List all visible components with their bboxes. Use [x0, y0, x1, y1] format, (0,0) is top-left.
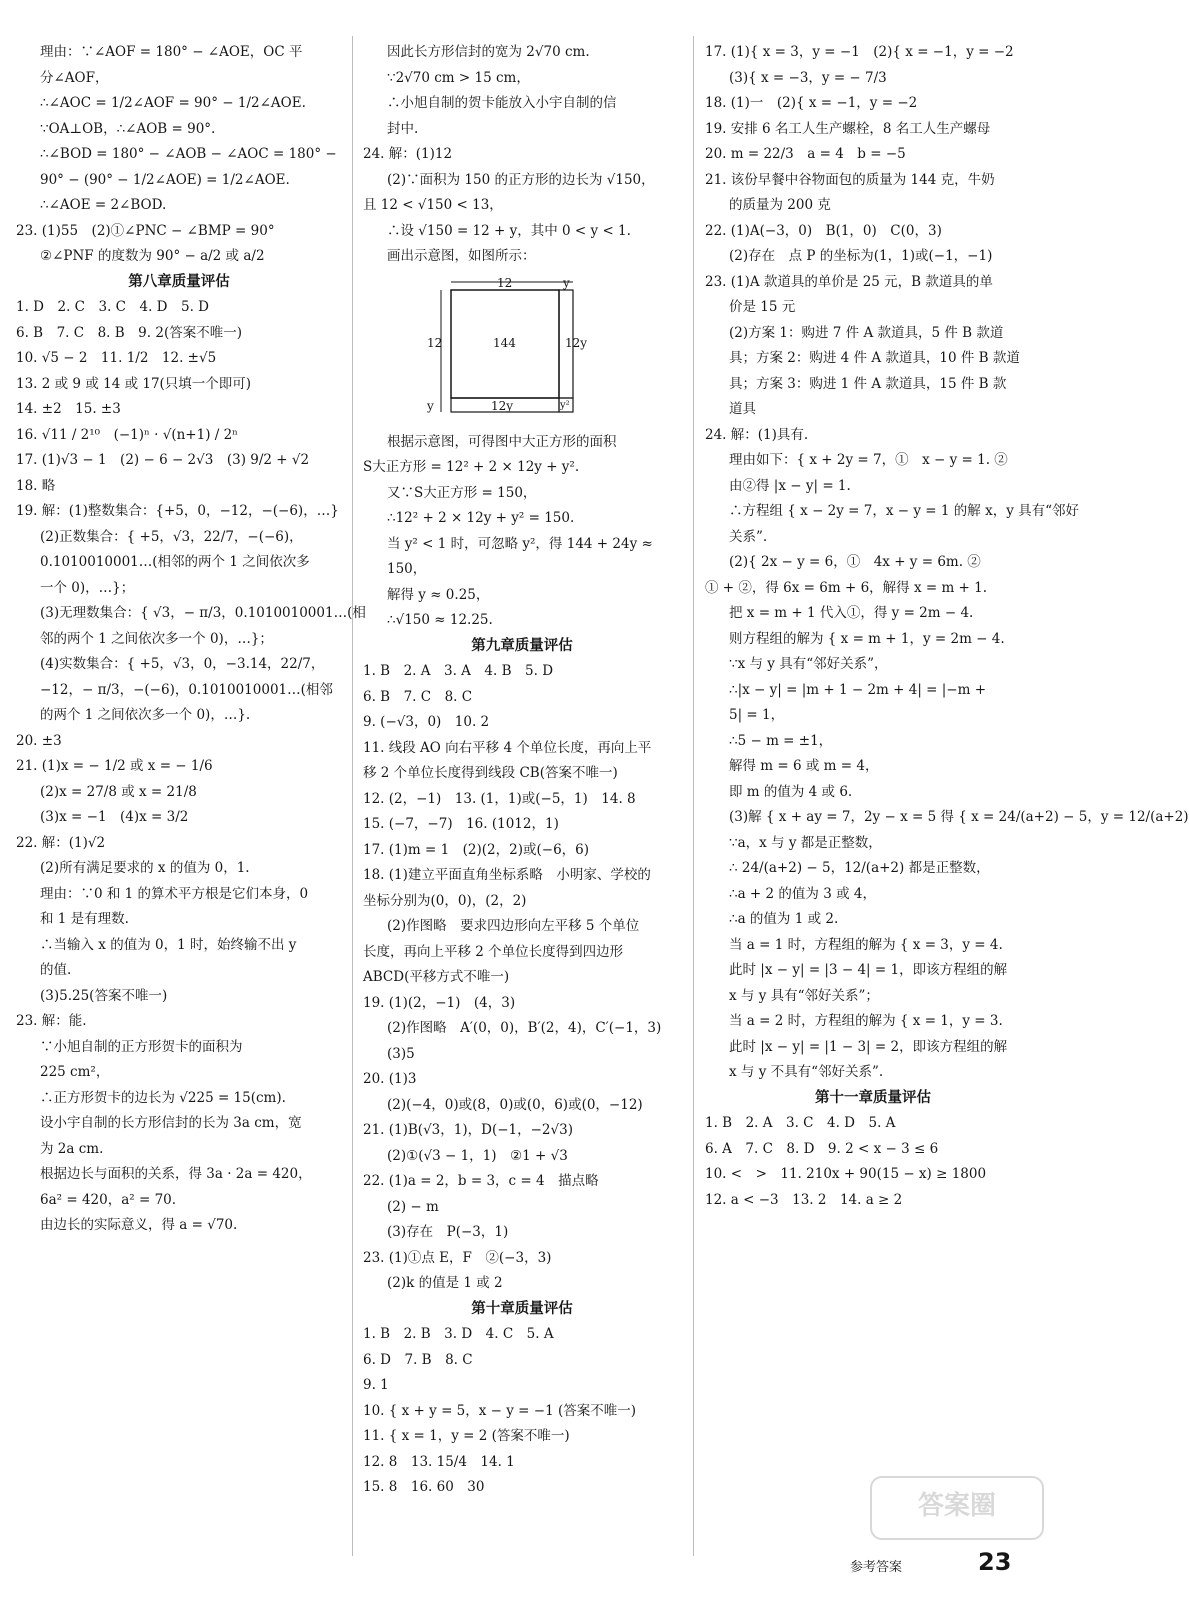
answer-line: 17. (1)m = 1 (2)(2，2)或(−6，6): [363, 841, 590, 858]
answer-line: 1. D 2. C 3. C 4. D 5. D: [16, 299, 209, 315]
page-number: 23: [978, 1548, 1012, 1576]
answer-line: ∵OA⊥OB，∴∠AOB = 90°.: [40, 120, 216, 137]
answer-line: 17. (1)√3 − 1 (2) − 6 − 2√3 (3) 9/2 + √2: [16, 452, 310, 468]
figure-bottom-label: 12y: [491, 398, 514, 413]
answer-line: 12. a < −3 13. 2 14. a ≥ 2: [705, 1191, 903, 1208]
answer-line: 具；方案 2：购进 4 件 A 款道具，10 件 B 款道: [729, 350, 1020, 366]
figure-left-label: 12: [427, 335, 443, 350]
answer-line: (3){ x = −3，y = − 7/3: [729, 69, 887, 86]
watermark-logo: 答案圈: [870, 1476, 1044, 1540]
figure-top-label: 12: [497, 275, 513, 290]
answer-line: −12，− π/3，−(−6)，0.1010010001…(相邻: [40, 681, 333, 698]
answer-line: 14. ±2 15. ±3: [16, 401, 121, 417]
answer-line: (2)x = 27/8 或 x = 21/8: [40, 783, 197, 800]
answer-line: 且 12 < √150 < 13，: [363, 197, 503, 213]
answer-line: ∴|x − y| = |m + 1 − 2m + 4| = |−m +: [729, 681, 987, 698]
answer-line: 理由：∵0 和 1 的算术平方根是它们本身，0: [40, 885, 309, 902]
footer-label: 参考答案: [850, 1560, 903, 1575]
answer-line: 90° − (90° − 1/2∠AOE) = 1/2∠AOE.: [40, 171, 290, 188]
answer-line: 根据示意图，可得图中大正方形的面积: [387, 433, 617, 450]
answer-line: (2) − m: [387, 1198, 439, 1215]
answer-line: 20. m = 22/3 a = 4 b = −5: [705, 146, 906, 162]
answer-line: ∵x 与 y 具有“邻好关系”，: [729, 656, 888, 672]
answer-line: (2)①(√3 − 1，1) ②1 + √3: [387, 1147, 568, 1164]
answer-line: (3)存在 P(−3，1): [387, 1224, 509, 1240]
square-diagram: [423, 276, 603, 426]
answer-line: 23. (1)①点 E，F ②(−3，3): [363, 1249, 552, 1266]
column-divider: [352, 36, 353, 1556]
answer-line: 此时 |x − y| = |1 − 3| = 2，即该方程组的解: [729, 1038, 1008, 1055]
answer-line: ∵a，x 与 y 都是正整数，: [729, 834, 882, 851]
answer-line: 19. 解：(1)整数集合：{+5，0，−12，−(−6)，…}: [16, 503, 339, 519]
answer-line: (3)5.25(答案不唯一): [40, 987, 168, 1004]
figure-corner-right-label: y²: [560, 399, 570, 411]
answer-column-3: [705, 40, 1189, 1213]
answer-line: 17. (1){ x = 3，y = −1 (2){ x = −1，y = −2: [705, 44, 1014, 60]
answer-line: 11. { x = 1，y = 2 (答案不唯一): [363, 1428, 570, 1444]
answer-line: ∴设 √150 = 12 + y，其中 0 < y < 1.: [387, 222, 631, 239]
answer-line: 此时 |x − y| = |3 − 4| = 1，即该方程组的解: [729, 962, 1008, 978]
answer-line: ∴当输入 x 的值为 0，1 时，始终输不出 y: [40, 936, 297, 953]
answer-line: 10. √5 − 2 11. 1/2 12. ±√5: [16, 350, 217, 366]
figure-right-label: 12y: [565, 335, 588, 350]
answer-line: 23. 解：能.: [16, 1013, 87, 1029]
answer-line: S大正方形 = 12² + 2 × 12y + y².: [363, 459, 580, 475]
figure-top-right-label: y: [563, 275, 570, 290]
answer-line: 12. (2，−1) 13. (1，1)或(−5，1) 14. 8: [363, 790, 636, 807]
answer-line: (3)解 { x + ay = 7，2y − x = 5 得 { x = 24/(a+2) − 5，y = 12/(a+2): [729, 809, 1189, 825]
answer-line: ∴小旭自制的贺卡能放入小宇自制的信: [387, 95, 617, 111]
answer-line: ∵2√70 cm > 15 cm，: [387, 69, 530, 86]
answer-line: 15. (−7，−7) 16. (1012，1): [363, 816, 559, 832]
answer-line: 22. 解：(1)√2: [16, 834, 106, 851]
answer-line: ∴12² + 2 × 12y + y² = 150.: [387, 510, 575, 526]
answer-line: ABCD(平移方式不唯一): [363, 969, 510, 985]
answer-line: ∴ 24/(a+2) − 5，12/(a+2) 都是正整数，: [729, 860, 990, 876]
answer-line: ∴√150 ≈ 12.25.: [387, 612, 493, 628]
answer-line: (2)k 的值是 1 或 2: [387, 1275, 503, 1291]
answer-line: x 与 y 不具有“邻好关系”.: [729, 1064, 884, 1080]
answer-line: ∵小旭自制的正方形贺卡的面积为: [40, 1038, 243, 1055]
answer-line: 6. D 7. B 8. C: [363, 1351, 473, 1368]
answer-line: 当 a = 2 时，方程组的解为 { x = 1，y = 3.: [729, 1013, 1003, 1029]
answer-line: 18. (1)一 (2){ x = −1，y = −2: [705, 95, 918, 111]
answer-line: x 与 y 具有“邻好关系”；: [729, 987, 879, 1004]
answer-line: 理由如下：{ x + 2y = 7，① x − y = 1. ②: [729, 452, 1008, 468]
answer-line: 一个 0)，…}；: [40, 579, 135, 596]
answer-line: 当 y² < 1 时，可忽略 y²，得 144 + 24y ≈ 150，: [387, 535, 653, 577]
answer-line: 10. { x + y = 5，x − y = −1 (答案不唯一): [363, 1402, 637, 1419]
answer-line: 即 m 的值为 4 或 6.: [729, 783, 853, 800]
answer-line: (2)作图略 A′(0，0)，B′(2，4)，C′(−1，3): [387, 1020, 662, 1036]
answer-line: 6. B 7. C 8. B 9. 2(答案不唯一): [16, 324, 242, 341]
answer-line: ∴∠AOC = 1/2∠AOF = 90° − 1/2∠AOE.: [40, 95, 306, 111]
answer-line: 225 cm²，: [40, 1064, 110, 1080]
answer-line: 10. < > 11. 210x + 90(15 − x) ≥ 1800: [705, 1166, 987, 1182]
answer-line: 21. 该份早餐中谷物面包的质量为 144 克，牛奶: [705, 171, 995, 188]
answer-line: 6. A 7. C 8. D 9. 2 < x − 3 ≤ 6: [705, 1140, 939, 1157]
answer-line: (2)∵面积为 150 的正方形的边长为 √150，: [387, 171, 655, 188]
answer-line: 1. B 2. A 3. C 4. D 5. A: [705, 1115, 896, 1131]
answer-line: ∴∠AOE = 2∠BOD.: [40, 197, 167, 213]
answer-line: 为 2a cm.: [40, 1140, 104, 1157]
answer-line: 13. 2 或 9 或 14 或 17(只填一个即可): [16, 375, 252, 392]
answer-line: 5| = 1，: [729, 707, 785, 723]
answer-line: 18. 略: [16, 477, 56, 494]
answer-line: 和 1 是有理数.: [40, 911, 129, 927]
figure-corner-left-label: y: [427, 398, 434, 413]
answer-line: ∴a 的值为 1 或 2.: [729, 911, 839, 927]
answer-line: 9. (−√3，0) 10. 2: [363, 714, 490, 730]
answer-line: 1. B 2. A 3. A 4. B 5. D: [363, 663, 554, 679]
answer-line: 11. 线段 AO 向右平移 4 个单位长度，再向上平: [363, 739, 652, 756]
answer-line: 1. B 2. B 3. D 4. C 5. A: [363, 1326, 554, 1342]
answer-line: 设小宇自制的长方形信封的长为 3a cm，宽: [40, 1115, 302, 1131]
section-title: 第十章质量评估: [471, 1300, 573, 1317]
section-title: 第九章质量评估: [471, 637, 573, 654]
answer-line: 因此长方形信封的宽为 2√70 cm.: [387, 44, 590, 60]
answer-line: 的值.: [40, 962, 72, 978]
answer-column-2: [363, 40, 681, 1501]
answer-column-1: [16, 40, 366, 1239]
answer-line: 19. 安排 6 名工人生产螺栓，8 名工人生产螺母: [705, 120, 991, 137]
answer-line: 具；方案 3：购进 1 件 A 款道具，15 件 B 款: [729, 375, 1007, 392]
answer-line: 由②得 |x − y| = 1.: [729, 477, 851, 494]
answer-line: 解得 m = 6 或 m = 4，: [729, 758, 879, 774]
answer-line: 画出示意图，如图所示：: [387, 248, 536, 264]
answer-line: 价是 15 元: [729, 299, 796, 315]
answer-line: 封中.: [387, 120, 419, 137]
answer-line: 23. (1)55 (2)①∠PNC − ∠BMP = 90°: [16, 222, 275, 239]
answer-line: 邻的两个 1 之间依次多一个 0)，…}；: [40, 630, 273, 647]
answer-line: 24. 解：(1)具有.: [705, 426, 809, 443]
answer-line: (4)实数集合：{ +5，√3，0，−3.14，22/7，: [40, 656, 325, 672]
figure-center-label: 144: [493, 335, 516, 350]
answer-line: 解得 y ≈ 0.25，: [387, 586, 490, 603]
answer-line: 20. ±3: [16, 732, 62, 749]
answer-line: ∴a + 2 的值为 3 或 4，: [729, 885, 876, 902]
answer-line: 22. (1)A(−3，0) B(1，0) C(0，3): [705, 222, 942, 239]
answer-line: ① + ②，得 6x = 6m + 6，解得 x = m + 1.: [705, 579, 988, 596]
answer-line: 则方程组的解为 { x = m + 1，y = 2m − 4.: [729, 630, 1005, 647]
answer-line: 6a² = 420，a² = 70.: [40, 1191, 177, 1208]
answer-line: 6. B 7. C 8. C: [363, 688, 473, 705]
answer-line: 当 a = 1 时，方程组的解为 { x = 3，y = 4.: [729, 936, 1003, 953]
answer-line: 长度，再向上平移 2 个单位长度得到四边形: [363, 943, 624, 960]
answer-line: ∴∠BOD = 180° − ∠AOB − ∠AOC = 180° −: [40, 146, 337, 162]
answer-line: 分∠AOF，: [40, 69, 109, 86]
answer-line: 坐标分别为(0，0)，(2，2): [363, 892, 527, 909]
answer-line: (3)无理数集合：{ √3，− π/3，0.1010010001…(相: [40, 605, 366, 621]
answer-line: (2)(−4，0)或(8，0)或(0，6)或(0，−12): [387, 1096, 643, 1113]
answer-line: 把 x = m + 1 代入①，得 y = 2m − 4.: [729, 605, 974, 621]
answer-line: 21. (1)x = − 1/2 或 x = − 1/6: [16, 758, 213, 774]
answer-line: 18. (1)建立平面直角坐标系略 小明家、学校的: [363, 867, 651, 883]
section-title: 第十一章质量评估: [815, 1089, 931, 1106]
answer-line: (2)作图略 要求四边形向左平移 5 个单位: [387, 918, 640, 934]
answer-line: ∴正方形贺卡的边长为 √225 = 15(cm).: [40, 1089, 286, 1106]
answer-line: (2)存在 点 P 的坐标为(1，1)或(−1，−1): [729, 248, 993, 264]
answer-line: ②∠PNF 的度数为 90° − a/2 或 a/2: [40, 248, 265, 264]
answer-line: 21. (1)B(√3，1)，D(−1，−2√3): [363, 1122, 573, 1138]
answer-line: 9. 1: [363, 1377, 389, 1393]
answer-line: 又∵S大正方形 = 150，: [387, 484, 537, 501]
answer-line: (3)5: [387, 1045, 415, 1062]
answer-line: 的质量为 200 克: [729, 197, 831, 213]
answer-line: (2)正数集合：{ +5，√3，22/7，−(−6)，: [40, 528, 303, 545]
answer-line: 19. (1)(2，−1) (4，3): [363, 994, 516, 1011]
section-title: 第八章质量评估: [128, 273, 230, 290]
answer-line: ∴方程组 { x − 2y = 7，x − y = 1 的解 x，y 具有“邻好: [729, 503, 1080, 519]
answer-line: 由边长的实际意义，得 a = √70.: [40, 1217, 238, 1233]
answer-line: 移 2 个单位长度得到线段 CB(答案不唯一): [363, 765, 618, 781]
answer-line: 根据边长与面积的关系，得 3a · 2a = 420，: [40, 1166, 312, 1182]
answer-line: 关系”.: [729, 528, 768, 545]
answer-line: 道具: [729, 401, 756, 417]
answer-line: 的两个 1 之间依次多一个 0)，…}.: [40, 707, 251, 723]
answer-line: (3)x = −1 (4)x = 3/2: [40, 809, 189, 825]
answer-line: 理由：∵∠AOF = 180° − ∠AOE，OC 平: [40, 44, 303, 60]
answer-line: 24. 解：(1)12: [363, 146, 453, 162]
answer-line: ∴5 − m = ±1，: [729, 732, 833, 749]
answer-line: 12. 8 13. 15/4 14. 1: [363, 1453, 515, 1470]
answer-line: 0.1010010001…(相邻的两个 1 之间依次多: [40, 554, 310, 570]
answer-line: (2)所有满足要求的 x 的值为 0，1.: [40, 860, 250, 876]
answer-line: 15. 8 16. 60 30: [363, 1479, 485, 1495]
answer-line: (2)方案 1：购进 7 件 A 款道具，5 件 B 款道: [729, 324, 1004, 341]
answer-line: 23. (1)A 款道具的单价是 25 元，B 款道具的单: [705, 273, 993, 290]
answer-line: 22. (1)a = 2，b = 3，c = 4 描点略: [363, 1173, 599, 1189]
answer-line: 16. √11 / 2¹⁰ (−1)ⁿ · √(n+1) / 2ⁿ: [16, 426, 239, 443]
answer-line: (2){ 2x − y = 6，① 4x + y = 6m. ②: [729, 554, 981, 570]
answer-line: 20. (1)3: [363, 1071, 417, 1087]
column-divider: [693, 36, 694, 1556]
